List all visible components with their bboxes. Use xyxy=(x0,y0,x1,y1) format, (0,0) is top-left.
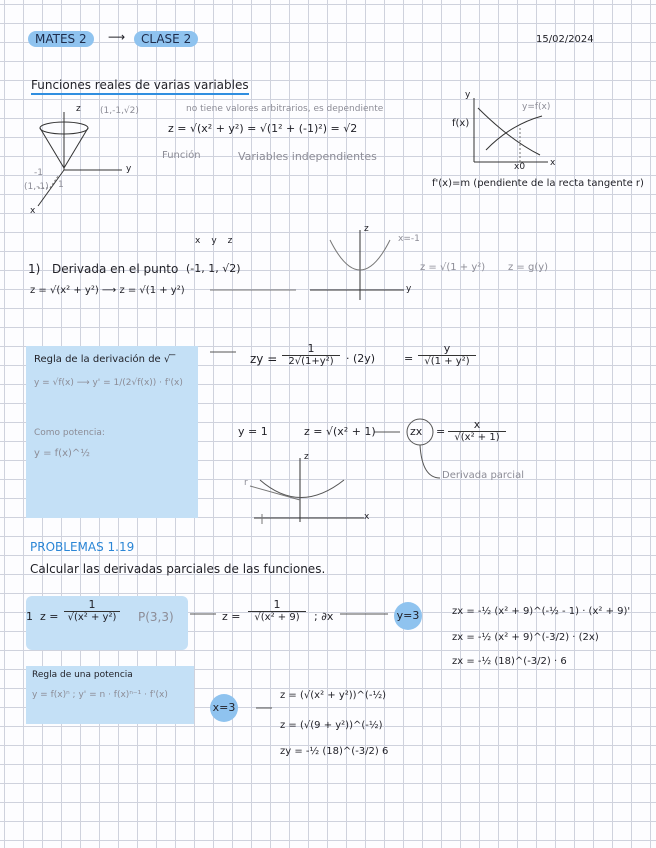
derivada-title: Derivada en el punto xyxy=(52,262,179,276)
right-expr-2: z = g(y) xyxy=(508,262,549,273)
zx-step-2: zx = -½ (x² + 9)^(-3/2) · (2x) xyxy=(452,632,599,643)
tick-one: 1 xyxy=(58,180,64,190)
rule-box-rule: y = √f(x) ⟶ y' = 1/(2√f(x)) · f'(x) xyxy=(34,378,183,388)
axis-y-label: y xyxy=(126,164,132,174)
graph-x0-label: x0 xyxy=(514,162,526,172)
p1-lhs: z = xyxy=(40,610,59,623)
y3-highlight: y=3 xyxy=(394,602,422,630)
graph3-z: z xyxy=(304,452,309,462)
note-arbitrary: no tiene valores arbitrarios, es dependiente xyxy=(186,104,384,114)
zy-den-2: √(1 + y²) xyxy=(424,356,470,367)
y-eq-1: y = 1 xyxy=(238,425,268,438)
tick-neg-one: -1 xyxy=(34,168,43,178)
subject-tag: MATES 2 xyxy=(28,31,94,47)
derivative-note: f'(x)=m (pendiente de la recta tangente r) xyxy=(432,178,644,189)
zx-circle-label: zx xyxy=(410,425,423,438)
zx-num: x xyxy=(448,418,506,432)
p1-sub-num: 1 xyxy=(248,598,306,612)
power-rule-title: Regla de una potencia xyxy=(32,670,133,680)
p1-point: P(3,3) xyxy=(138,610,174,624)
item-number: 1) xyxy=(28,262,41,276)
zy-step: zy = -½ (18)^(-3/2) 6 xyxy=(280,746,389,757)
x3-highlight: x=3 xyxy=(210,694,238,722)
zy-mult: · (2y) xyxy=(346,352,376,365)
graph-x-label: x xyxy=(550,158,556,168)
graph-y-label: y xyxy=(465,90,471,100)
partial-label: Derivada parcial xyxy=(442,470,524,481)
p1-sub-tail: ; ∂x xyxy=(314,610,334,623)
zx-step-1: zx = -½ (x² + 9)^(-½ - 1) · (x² + 9)' xyxy=(452,606,631,617)
point-xy-label: (1,-1) xyxy=(24,182,49,192)
problems-instruction: Calcular las derivadas parciales de las funciones. xyxy=(30,562,326,576)
date: 15/02/2024 xyxy=(536,34,594,45)
section-title: Funciones reales de varias variables xyxy=(31,78,249,95)
graph3-x: x xyxy=(364,512,370,522)
graph-z-label: z xyxy=(364,224,369,234)
derivada-point: (-1, 1, √2) xyxy=(186,262,241,275)
zy-lhs: zy = xyxy=(250,352,278,366)
power-rule-formula: y = f(x)ⁿ ; y' = n · f(x)ⁿ⁻¹ · f'(x) xyxy=(32,690,168,700)
graph-yfx-label: y=f(x) xyxy=(522,102,551,112)
rule-box-potencia: y = f(x)^½ xyxy=(34,448,90,459)
graph3-r: r xyxy=(244,478,248,488)
right-expr: z = √(1 + y²) xyxy=(420,262,486,273)
p1-sub-fraction xyxy=(248,598,306,623)
p1-sub-lhs: z = xyxy=(222,610,241,623)
z-expr: z = √(x² + 1) xyxy=(304,425,376,438)
rule-box-title: Regla de la derivación de √‾ xyxy=(34,354,176,365)
graph-fx-label: f(x) xyxy=(452,118,470,129)
p1-number: 1 xyxy=(26,610,33,623)
zy-num-2: y xyxy=(418,342,476,356)
arrow-right-icon: ⟶ xyxy=(108,30,126,44)
problems-title: PROBLEMAS 1.19 xyxy=(30,540,135,554)
zx-step-3: zx = -½ (18)^(-3/2) · 6 xyxy=(452,656,567,667)
zy-den: 2√(1+y²) xyxy=(288,356,334,367)
p1-fraction xyxy=(64,598,120,623)
graph-y-label-2: y xyxy=(406,284,412,294)
zy-fraction-2 xyxy=(418,342,476,367)
substitution-line: z = √(x² + y²) ⟶ z = √(1 + y²) xyxy=(30,285,185,296)
graph-note: x=-1 xyxy=(398,234,420,244)
rule-box-como: Como potencia: xyxy=(34,428,105,438)
axis-z-label: z xyxy=(76,104,81,114)
zx-fraction xyxy=(448,418,506,443)
zy-num: 1 xyxy=(282,342,340,356)
label-funcion: Función xyxy=(162,150,201,161)
label-variables: Variables independientes xyxy=(238,150,377,163)
zy-fraction xyxy=(282,342,340,367)
z-step-2: z = (√(9 + y²))^(-½) xyxy=(280,720,383,731)
z-step-1: z = (√(x² + y²))^(-½) xyxy=(280,690,387,701)
zy-eq: = xyxy=(404,352,414,365)
p1-den: √(x² + y²) xyxy=(67,612,117,623)
function-formula: z = √(x² + y²) = √(1² + (-1)²) = √2 xyxy=(168,122,358,135)
class-tag: CLASE 2 xyxy=(134,31,198,47)
point-labels: xyz xyxy=(195,236,244,246)
axis-x-label: x xyxy=(30,206,36,216)
zx-den: √(x² + 1) xyxy=(454,432,500,443)
point-label: (1,-1,√2) xyxy=(100,106,139,116)
p1-sub-den: √(x² + 9) xyxy=(254,612,300,623)
zx-eq: = xyxy=(436,425,446,438)
p1-num: 1 xyxy=(64,598,120,612)
